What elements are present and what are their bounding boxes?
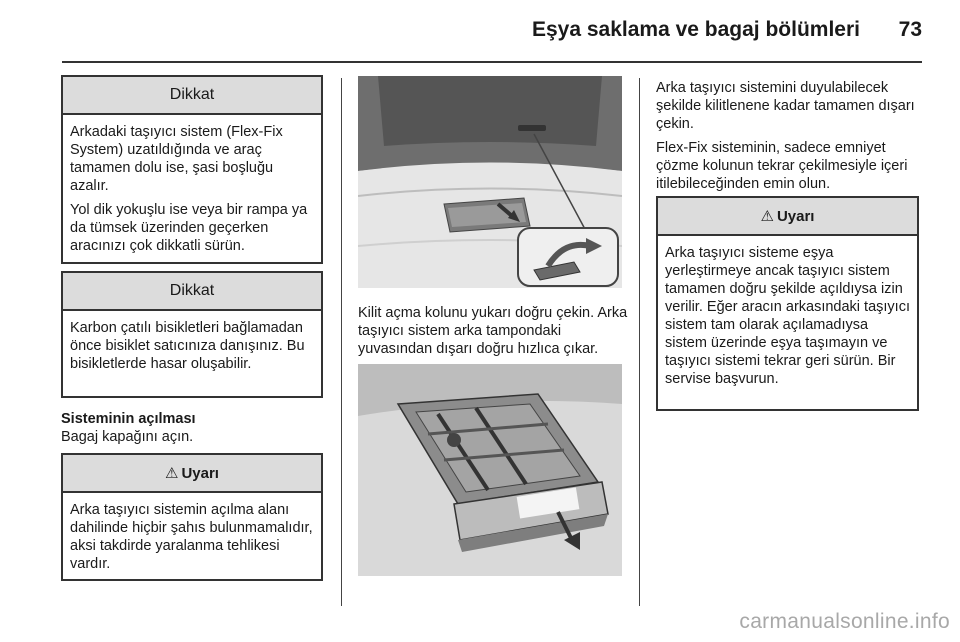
warning-heading-text: Uyarı <box>181 464 219 482</box>
warning-box-right <box>656 196 919 411</box>
notice-box-2 <box>61 271 323 398</box>
warning-triangle-icon: ⚠ <box>165 465 179 482</box>
notice-body <box>63 115 321 261</box>
warning-paragraph: Arka taşıyıcı sisteme eşya yerleştirmeye ancak taşıyıcı sistem tamamen doğru şekilde açıldıysa izin verilir. Eğer aracın arkasındaki taşıyıcı sistem tam olarak açılamadıysa sistem üzerinde eşya taşımayın ve taşıyıcı sistemi tekrar geri sürün. Bir servise başvurun. <box>665 245 910 387</box>
page-title: Eşya saklama ve bagaj bölümleri <box>531 18 860 41</box>
warning-heading <box>658 198 917 236</box>
notice-box-1 <box>61 75 323 264</box>
section-title: Sisteminin açılması <box>61 411 196 427</box>
notice-heading: Dikkat <box>63 273 321 311</box>
section-block <box>61 410 323 446</box>
notice-paragraph: Yol dik yokuşlu ise veya bir rampa ya da tümsek üzerinden geçerken aracınızı çok dikkatli sürün. <box>70 202 308 254</box>
warning-paragraph: Arka taşıyıcı sistemin açılma alanı dahilinde hiçbir şahıs bulunmamalıdır, aksi takdirde yaralanma tehlikesi vardır. <box>70 502 313 572</box>
figure-caption: Kilit açma kolunu yukarı doğru çekin. Arka taşıyıcı sistem arka tampondaki yuvasından dışarı doğru hızlıca çıkar. <box>358 305 628 357</box>
warning-box-left <box>61 453 323 581</box>
figure-carrier-extended <box>358 364 622 576</box>
column-divider-right <box>639 78 640 606</box>
warning-heading <box>63 455 321 493</box>
notice-paragraph: Karbon çatılı bisikletleri bağlamadan önce bisiklet satıcınıza danışınız. Bu bisikletlerde hasar oluşabilir. <box>70 320 305 372</box>
warning-heading-text: Uyarı <box>776 207 815 225</box>
warning-body <box>658 236 917 394</box>
carrier-illustration <box>358 364 622 576</box>
column-divider-left <box>341 78 342 606</box>
page-number: 73 <box>898 18 922 41</box>
watermark: carmanualsonline.info <box>739 610 950 633</box>
warning-body <box>63 493 321 579</box>
header-divider <box>62 61 922 63</box>
section-text: Bagaj kapağını açın. <box>61 429 194 445</box>
warning-triangle-icon: ⚠ <box>760 208 774 225</box>
figure-release-lever <box>358 76 622 288</box>
notice-body <box>63 311 321 379</box>
car-rear-illustration <box>358 76 622 288</box>
body-paragraph: Arka taşıyıcı sistemini duyulabilecek şekilde kilitlenene kadar tamamen dışarı çekin. <box>656 80 915 132</box>
notice-paragraph: Arkadaki taşıyıcı sistem (Flex-Fix System) uzatıldığında ve araç tamamen dolu ise, şasi boşluğu azalır. <box>70 124 283 194</box>
body-paragraph: Flex-Fix sisteminin, sadece emniyet çözme kolunun tekrar çekilmesiyle içeri itilebileceğinden emin olun. <box>656 140 908 192</box>
right-text-block <box>656 79 922 193</box>
notice-heading: Dikkat <box>63 77 321 115</box>
